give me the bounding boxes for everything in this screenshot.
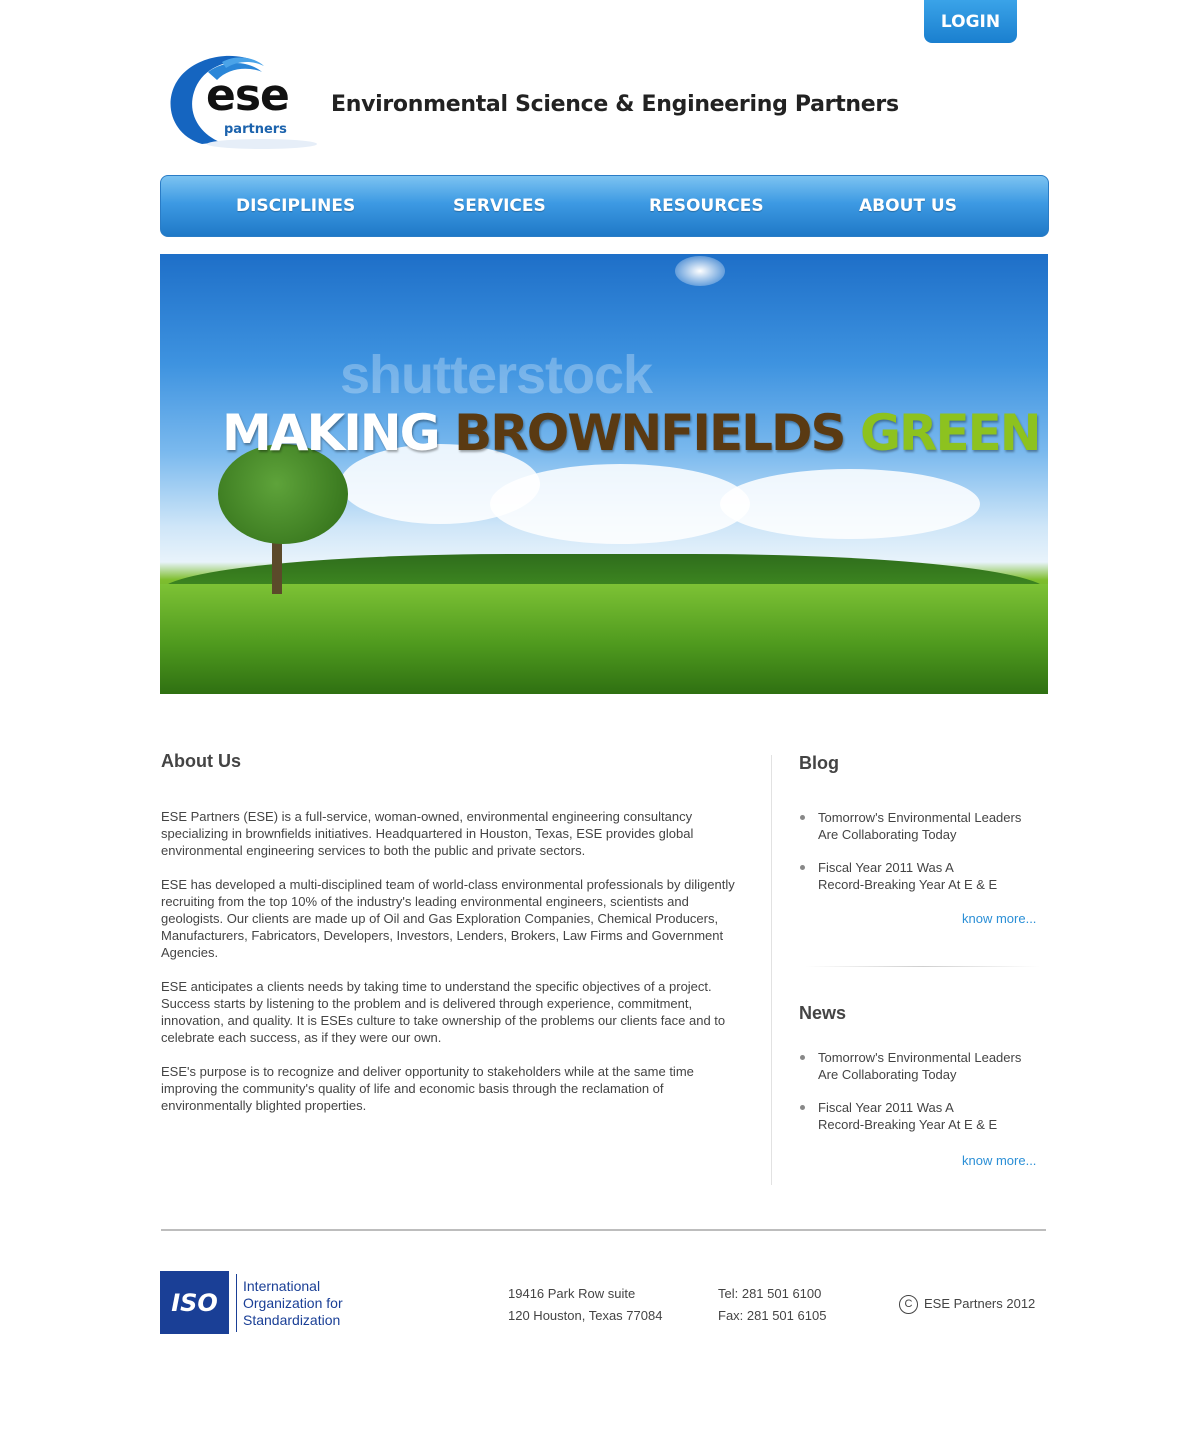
logo-wordmark: ese: [206, 70, 289, 121]
about-paragraph: ESE's purpose is to recognize and deliver opportunity to stakeholders while at the same time improving the community's quality of life and economic basis through the reclamation of environmentally blighted properties.: [161, 1064, 694, 1113]
ese-logo[interactable]: [162, 52, 317, 152]
headline-brownfields: BROWNFIELDS: [454, 404, 845, 462]
footer-copyright: ESE Partners 2012: [924, 1296, 1036, 1311]
sidebar-separator: [805, 966, 1040, 967]
iso-label-line: Organization for: [243, 1295, 343, 1311]
news-item[interactable]: [799, 1099, 1049, 1133]
cloud: [490, 464, 750, 544]
news-title: News: [799, 1003, 847, 1023]
bullet-icon: [800, 1105, 805, 1110]
footer-contact: [718, 1283, 826, 1327]
blog-item-line: Record-Breaking Year At E & E: [818, 877, 998, 892]
iso-label-line: International: [243, 1278, 321, 1294]
news-list: [799, 1049, 1049, 1149]
blog-item[interactable]: [799, 859, 1049, 893]
copyright-icon: C: [899, 1295, 918, 1314]
nav-item-resources[interactable]: RESOURCES: [649, 196, 764, 216]
sun-glow: [675, 256, 725, 286]
blog-list: [799, 809, 1049, 909]
news-item-line: Tomorrow's Environmental Leaders: [818, 1050, 1022, 1065]
logo-subtitle: partners: [224, 122, 287, 137]
iso-divider: [236, 1274, 237, 1332]
hero-headline: [222, 404, 1040, 462]
main-nav: [160, 175, 1049, 237]
about-paragraph: ESE has developed a multi-disciplined team of world-class environmental professionals by diligently recruiting from the top 10% of the industry's leading environmental engineers, scientists and geologists. Our clients are made up of Oil and Gas Exploration Companies, Chemical Producers, Manufacturers, Fabricators, Developers, Investors, Lenders, Brokers, Law Firms and Government Agencies.: [161, 877, 735, 960]
headline-making: MAKING: [222, 404, 439, 462]
iso-label-line: Standardization: [243, 1312, 341, 1328]
about-title: About Us: [161, 751, 241, 771]
bullet-icon: [800, 865, 805, 870]
nav-item-about-us[interactable]: ABOUT US: [859, 196, 957, 216]
nav-item-disciplines[interactable]: DISCIPLINES: [236, 196, 356, 216]
news-item-line: Are Collaborating Today: [818, 1067, 957, 1082]
site-title: Environmental Science & Engineering Partners: [331, 92, 899, 117]
iso-logo-text: ISO: [171, 1288, 218, 1317]
column-divider: [771, 755, 772, 1185]
footer-divider: [161, 1229, 1046, 1231]
blog-know-more-link[interactable]: know more...: [962, 911, 1037, 926]
watermark-text: shutterstock: [340, 345, 653, 405]
address-line: 19416 Park Row suite: [508, 1286, 636, 1301]
news-item-line: Fiscal Year 2011 Was A: [818, 1100, 954, 1115]
grass-field: [160, 584, 1048, 694]
news-item-line: Record-Breaking Year At E & E: [818, 1117, 998, 1132]
news-item[interactable]: [799, 1049, 1049, 1083]
cloud: [720, 469, 980, 539]
blog-item-line: Fiscal Year 2011 Was A: [818, 860, 954, 875]
about-paragraph: ESE anticipates a clients needs by taking time to understand the specific objectives of a project. Success starts by listening to the problem and is delivered through experience, commitment, innovation, and quality. It is ESEs culture to take ownership of the problems our clients face and to celebrate each success, as if they were our own.: [161, 979, 726, 1045]
about-paragraph: ESE Partners (ESE) is a full-service, woman-owned, environmental engineering consultancy specializing in brownfields initiatives. Headquartered in Houston, Texas, ESE provides global environmental engineering services to both the public and private sectors.: [161, 809, 694, 858]
footer-address: [508, 1283, 662, 1327]
headline-green: GREEN: [859, 404, 1040, 462]
footer-tel: Tel: 281 501 6100: [718, 1286, 822, 1301]
address-line: 120 Houston, Texas 77084: [508, 1308, 663, 1323]
nav-item-services[interactable]: SERVICES: [453, 196, 546, 216]
bullet-icon: [800, 1055, 805, 1060]
hero-banner: [160, 254, 1048, 694]
news-know-more-link[interactable]: know more...: [962, 1153, 1037, 1168]
blog-item-line: Tomorrow's Environmental Leaders: [818, 810, 1022, 825]
footer-fax: Fax: 281 501 6105: [718, 1308, 827, 1323]
blog-item-line: Are Collaborating Today: [818, 827, 957, 842]
bullet-icon: [800, 815, 805, 820]
iso-label: [243, 1278, 343, 1329]
login-button[interactable]: LOGIN: [924, 0, 1017, 43]
blog-item[interactable]: [799, 809, 1049, 843]
iso-logo-icon[interactable]: [160, 1271, 229, 1334]
blog-title: Blog: [799, 753, 839, 773]
